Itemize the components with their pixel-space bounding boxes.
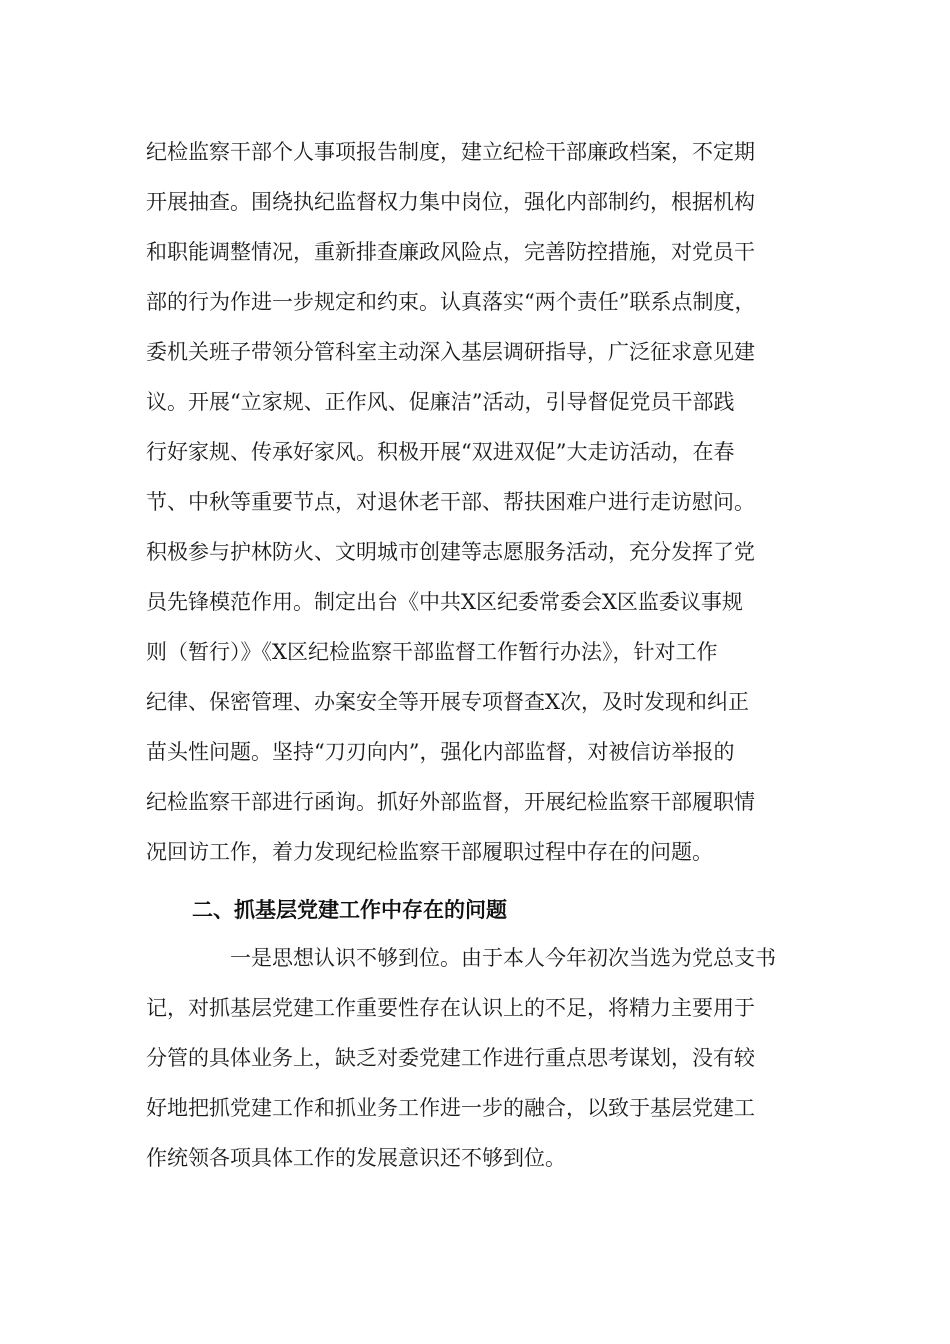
paragraph-1-line: 纪检监察干部进行函询。抓好外部监督，开展纪检监察干部履职情 — [146, 790, 755, 814]
paragraph-1-line: 开展抽查。围绕执纪监督权力集中岗位，强化内部制约，根据机构 — [146, 190, 755, 214]
paragraph-1-line: 议。开展“立家规、正作风、促廉洁”活动，引导督促党员干部践 — [146, 390, 735, 414]
paragraph-1-line: 积极参与护林防火、文明城市创建等志愿服务活动，充分发挥了党 — [146, 540, 755, 564]
paragraph-1-line: 节、中秋等重要节点，对退休老干部、帮扶困难户进行走访慰问。 — [146, 490, 755, 514]
section-heading: 二、抓基层党建工作中存在的问题 — [192, 898, 507, 922]
paragraph-1-line: 和职能调整情况，重新排查廉政风险点，完善防控措施，对党员干 — [146, 240, 755, 264]
paragraph-1-line: 则（暂行）》《X区纪检监察干部监督工作暂行办法》，针对工作 — [146, 640, 718, 664]
paragraph-1-line: 委机关班子带领分管科室主动深入基层调研指导，广泛征求意见建 — [146, 340, 755, 364]
paragraph-2-line: 好地把抓党建工作和抓业务工作进一步的融合，以致于基层党建工 — [146, 1096, 755, 1120]
paragraph-1-line: 况回访工作，着力发现纪检监察干部履职过程中存在的问题。 — [146, 840, 713, 864]
paragraph-1-line: 苗头性问题。坚持“刀刃向内”，强化内部监督，对被信访举报的 — [146, 740, 735, 764]
paragraph-1-line: 纪检监察干部个人事项报告制度，建立纪检干部廉政档案，不定期 — [146, 140, 755, 164]
paragraph-1-line: 行好家规、传承好家风。积极开展“双进双促”大走访活动，在春 — [146, 440, 735, 464]
paragraph-2-line: 一是思想认识不够到位。由于本人今年初次当选为党总支书 — [230, 946, 776, 970]
paragraph-2-line: 分管的具体业务上，缺乏对委党建工作进行重点思考谋划，没有较 — [146, 1046, 755, 1070]
paragraph-1-line: 员先锋模范作用。制定出台《中共X区纪委常委会X区监委议事规 — [146, 590, 743, 614]
paragraph-1-line: 纪律、保密管理、办案安全等开展专项督查X次，及时发现和纠正 — [146, 690, 749, 714]
paragraph-1-line: 部的行为作进一步规定和约束。认真落实“两个责任”联系点制度， — [146, 290, 756, 314]
paragraph-2-line: 作统领各项具体工作的发展意识还不够到位。 — [146, 1146, 566, 1170]
paragraph-2-line: 记，对抓基层党建工作重要性存在认识上的不足，将精力主要用于 — [146, 996, 755, 1020]
